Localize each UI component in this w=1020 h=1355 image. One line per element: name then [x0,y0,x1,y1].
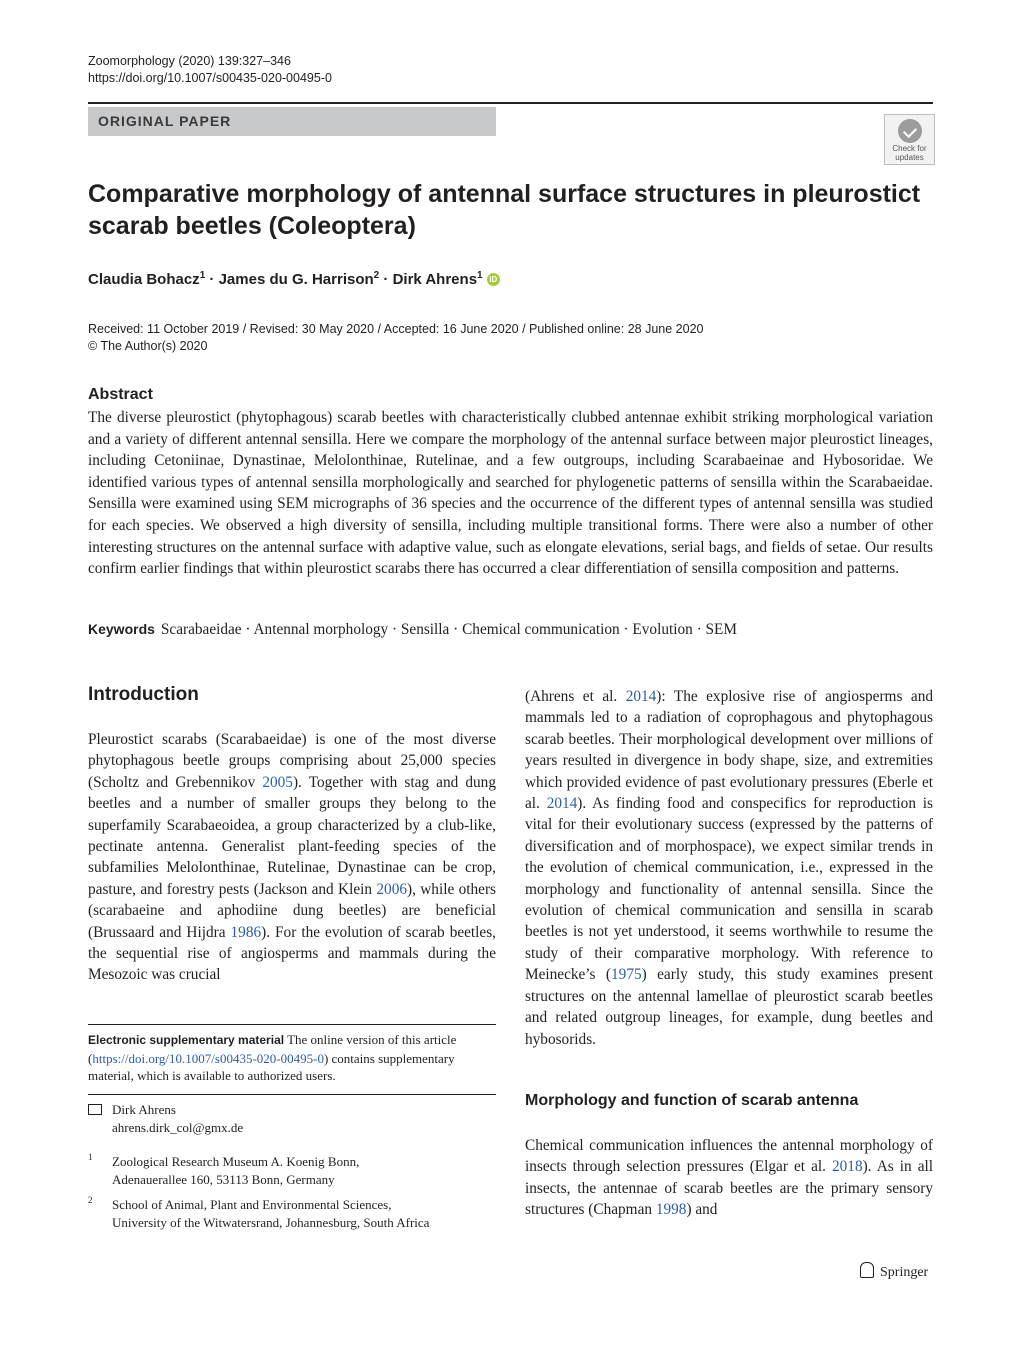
body-text: ), while others (scarabaeine and aphodiine dung beetles) are beneficial (Brussaard and Hijdra [88,880,496,941]
check-for-updates-badge[interactable] [884,114,935,165]
introduction-continued [525,686,933,1050]
morphology-heading: Morphology and function of scarab antenna [525,1092,859,1109]
affiliation-line: School of Animal, Plant and Environmental Sciences, [112,1197,392,1212]
abstract-text: The diverse pleurostict (phytophagous) scarab beetles with characteristically clubbed antennae exhibit striking morphological variation and a variety of different antennal sensilla. Here we compare the morphology of the antennal surface between major pleurostict lineages, including Cetoniinae, Dynastinae, Melolonthinae, Rutelinae, and a few outgroups, including Scarabaeinae and Hybosoridae. We identified various types of antennal sensilla morphologically and searched for phylogenetic patterns of sensilla within the Scarabaeidae. Sensilla were examined using SEM micrographs of 36 species and the occurrence of the different types of antennal sensilla was studied for each species. We observed a high diversity of sensilla, including multiple transitional forms. There were also a number of other interesting structures on the antennal surface with adaptive value, such as elongate elevations, serial bags, and fields of setae. Our results confirm earlier findings that within pleurostict scarabs there has occurred a clear differentiation of sensilla composition and patterns. [88,409,933,578]
author-name[interactable]: James du G. Harrison [218,271,374,288]
corresponding-email[interactable]: ahrens.dirk_col@gmx.de [112,1119,244,1135]
affiliation-number: 1 [88,1152,93,1162]
esm-link[interactable]: https://doi.org/10.1007/s00435-020-00495-0 [92,1050,324,1066]
citation-link[interactable]: 1998 [655,1201,687,1219]
keywords [88,621,737,639]
keywords-list: Scarabaeidae · Antennal morphology · Sensilla · Chemical communication · Evolution · SEM [160,621,737,638]
affiliation-line: Zoological Research Museum A. Koenig Bonn, [112,1154,360,1169]
body-text: ). As finding food and conspecifics for reproduction is vital for their evolutionary success (expressed by the patterns of diversification and of morphospace), we expect similar trends in the evolution of chemical communication, i.e., expressed in the morphology and functionality of antennal sensilla. Since the evolution of chemical communication and sensilla in scarab beetles is not yet understood, it seems worthwhile to resume the study of their comparative morphology. With reference to Meinecke’s ( [525,795,933,984]
affiliation-1 [88,1153,359,1188]
citation-link[interactable]: 2006 [376,880,407,898]
keywords-label: Keywords [88,621,155,637]
author-list [88,270,500,288]
journal-info [88,53,332,87]
esm-text: ) contains supplementary material, which is available to authorized users. [88,1050,455,1083]
article-title: Comparative morphology of antennal surface structures in pleurostict scarab beetles (Coleoptera) [88,180,921,240]
affiliation-2 [88,1196,429,1231]
citation-link[interactable]: 2018 [832,1158,863,1176]
doi-link[interactable]: https://doi.org/10.1007/s00435-020-00495-0 [88,71,332,85]
orcid-icon[interactable]: iD [487,273,500,286]
morphology-paragraph [525,1135,933,1221]
esm-text: The online version of this article ( [88,1032,457,1066]
article-type-label: ORIGINAL PAPER [98,113,232,129]
springer-horse-icon [860,1262,874,1278]
body-text: (Ahrens et al. [525,688,626,705]
journal-citation: Zoomorphology (2020) 139:327–346 [88,54,291,68]
history-dates: Received: 11 October 2019 / Revised: 30 May 2020 / Accepted: 16 June 2020 / Published online: 28 June 2020 [88,322,704,336]
footnote-rule [88,1024,496,1025]
publication-dates [88,321,703,355]
check-updates-line1: Check for [892,144,927,153]
body-text: ). As in all insects, the antennae of scarab beetles are the primary sensory structures (Chapman [525,1158,934,1219]
citation-link[interactable]: 1975 [611,966,642,984]
citation-link[interactable]: 2005 [262,773,293,791]
copyright: © The Author(s) 2020 [88,339,208,353]
introduction-heading: Introduction [88,684,199,705]
correspondence [88,1101,243,1136]
affiliation-number: 2 [88,1195,93,1205]
author-separator: · [205,271,219,288]
check-updates-line2: updates [895,153,924,162]
check-icon [898,119,922,143]
body-text: ) early study, this study examines present structures on the antennal lamellae of pleurostict scarab beetles and related outgroup lineages, for example, dung beetles and hybosorids. [525,966,933,1048]
header-rule [88,102,933,104]
author-name[interactable]: Dirk Ahrens [392,271,478,288]
author-name[interactable]: Claudia Bohacz [88,271,200,288]
body-text: ). For the evolution of scarab beetles, the sequential rise of angiosperms and mammals during the Mesozoic was crucial [88,923,497,984]
body-text: ): The explosive rise of angiosperms and mammals led to a radiation of coprophagous and phytophagous scarab beetles. Their morphological development over millions of years resulted in divergence in body shape, size, and extremities which provided evidence of past evolutionary pressures (Eberle et al. [525,688,933,813]
corresponding-author: Dirk Ahrens [112,1102,176,1117]
body-text: ). Together with stag and dung beetles and a number of smaller groups they belong to the superfamily Scarabaeoidea, a group characterized by a club-like, pectinate antenna. Generalist plant-feeding species of the subfamilies Melolonthinae, Rutelinae, Dynastinae can be crop, pasture, and forestry pests (Jackson and Klein [88,773,496,898]
body-text: Chemical communication influences the antennal morphology of insects through selection pressures (Elgar et al. [525,1137,933,1176]
envelope-icon [88,1104,102,1115]
author-separator: · [379,271,393,288]
citation-link[interactable]: 2014 [625,688,657,705]
correspondence-rule [88,1094,496,1095]
affiliation-line: University of the Witwatersrand, Johannesburg, South Africa [112,1214,430,1230]
abstract-heading: Abstract [88,386,153,403]
esm-label: Electronic supplementary material [88,1033,285,1047]
publisher-logo [860,1262,928,1281]
author-affiliation-mark: 1 [477,270,483,281]
citation-link[interactable]: 2014 [546,795,578,813]
affiliation-line: Adenauerallee 160, 53113 Bonn, Germany [112,1171,335,1187]
author-affiliation-mark: 1 [199,270,206,281]
body-text: ) and [686,1201,718,1219]
body-text: Pleurostict scarabs (Scarabaeidae) is one of the most diverse phytophagous beetle groups comprising about 25,000 species (Scholtz and Grebennikov [88,731,496,791]
introduction-paragraph [88,729,496,986]
publisher-name: Springer [880,1265,929,1280]
article-type-banner [88,107,496,136]
citation-link[interactable]: 1986 [230,923,262,941]
supplementary-note [88,1031,488,1085]
author-affiliation-mark: 2 [373,270,380,281]
